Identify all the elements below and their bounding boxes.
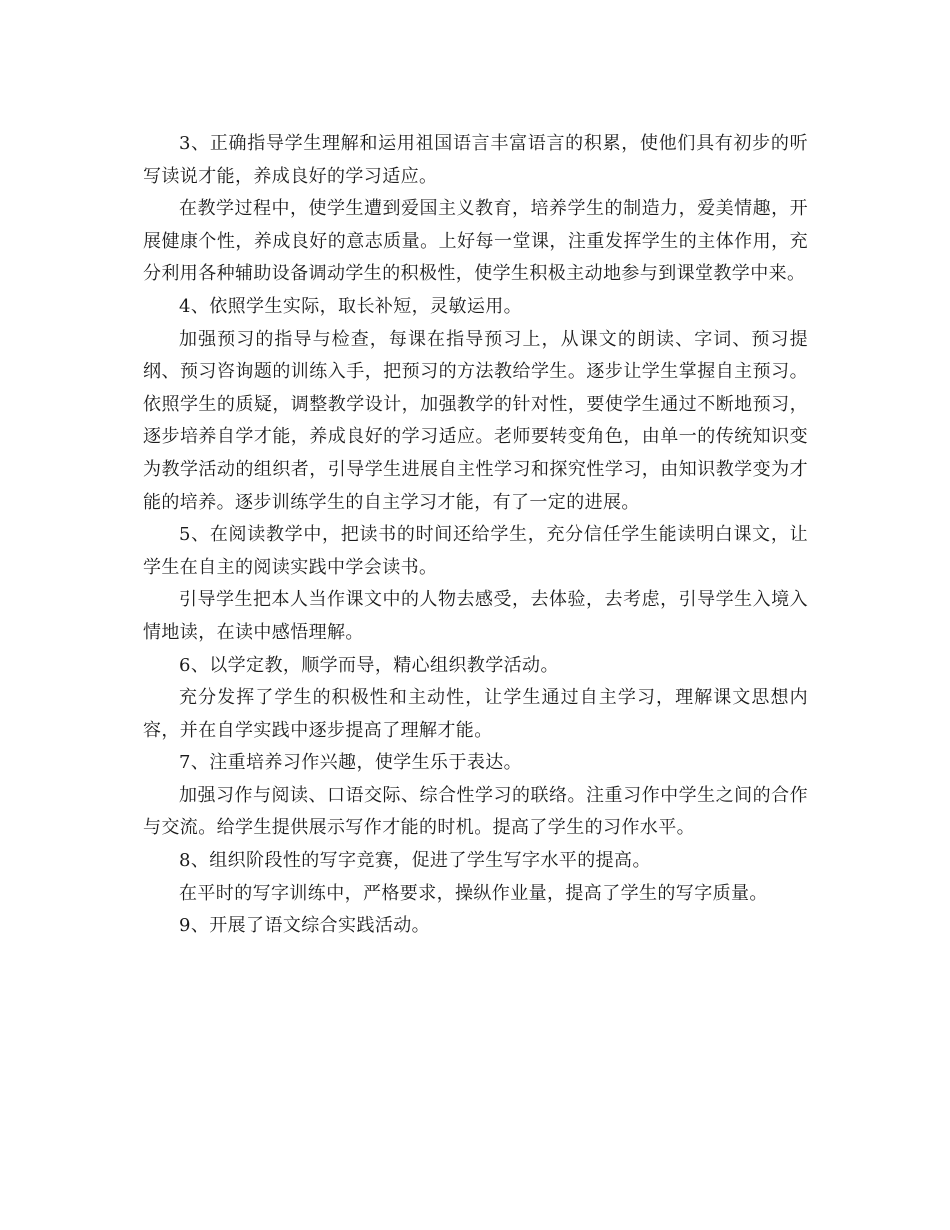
paragraph-item-9-heading: 9、开展了语文综合实践活动。: [179, 915, 431, 937]
paragraph-teaching-process: 在教学过程中，使学生遭到爱国主义教育，培养学生的制造力，爱美情趣，开展健康个性，养成良好的意志质量。上好每一堂课，注重发挥学生的主体作用，充分利用各种辅助设备调动学生的积极性，使学生积极主动地参与到课堂教学中来。: [143, 198, 808, 285]
document-body: [143, 128, 808, 943]
paragraph-item-5-heading: 5、在阅读教学中，把读书的时间还给学生，充分信任学生能读明白课文，让学生在自主的阅读实践中学会读书。: [143, 524, 808, 578]
paragraph-item-6-heading: 6、以学定教，顺学而导，精心组织教学活动。: [179, 654, 559, 676]
paragraph-initiative: 充分发挥了学生的积极性和主动性，让学生通过自主学习，理解课文思想内容，并在自学实践中逐步提高了理解才能。: [143, 687, 808, 741]
paragraph-item-8-heading: 8、组织阶段性的写字竞赛，促进了学生写字水平的提高。: [179, 850, 651, 872]
paragraph-handwriting: 在平时的写字训练中，严格要求，操纵作业量，提高了学生的写字质量。: [179, 882, 768, 904]
paragraph-item-4-heading: 4、依照学生实际，取长补短，灵敏运用。: [179, 295, 523, 317]
paragraph-item-3-heading: 3、正确指导学生理解和运用祖国语言丰富语言的积累，使他们具有初步的听写读说才能，养成良好的学习适应。: [143, 133, 808, 187]
paragraph-reading-immersion: 引导学生把本人当作课文中的人物去感受，去体验，去考虑，引导学生入境入情地读，在读中感悟理解。: [143, 589, 808, 643]
paragraph-item-7-heading: 7、注重培养习作兴趣，使学生乐于表达。: [179, 752, 523, 774]
paragraph-writing-practice: 加强习作与阅读、口语交际、综合性学习的联络。注重习作中学生之间的合作与交流。给学生提供展示写作才能的时机。提高了学生的习作水平。: [143, 784, 808, 839]
paragraph-preview-guidance: 加强预习的指导与检查，每课在指导预习上，从课文的朗读、字词、预习提纲、预习咨询题的训练入手，把预习的方法教给学生。逐步让学生掌握自主预习。依照学生的质疑，调整教学设计，加强教学的针对性，要使学生通过不断地预习，逐步培养自学才能，养成良好的学习适应。老师要转变角色，由单一的传统知识变为教学活动的组织者，引导学生进展自主性学习和探究性学习，由知识教学变为才能的培养。逐步训练学生的自主学习才能，有了一定的进展。: [143, 328, 808, 513]
